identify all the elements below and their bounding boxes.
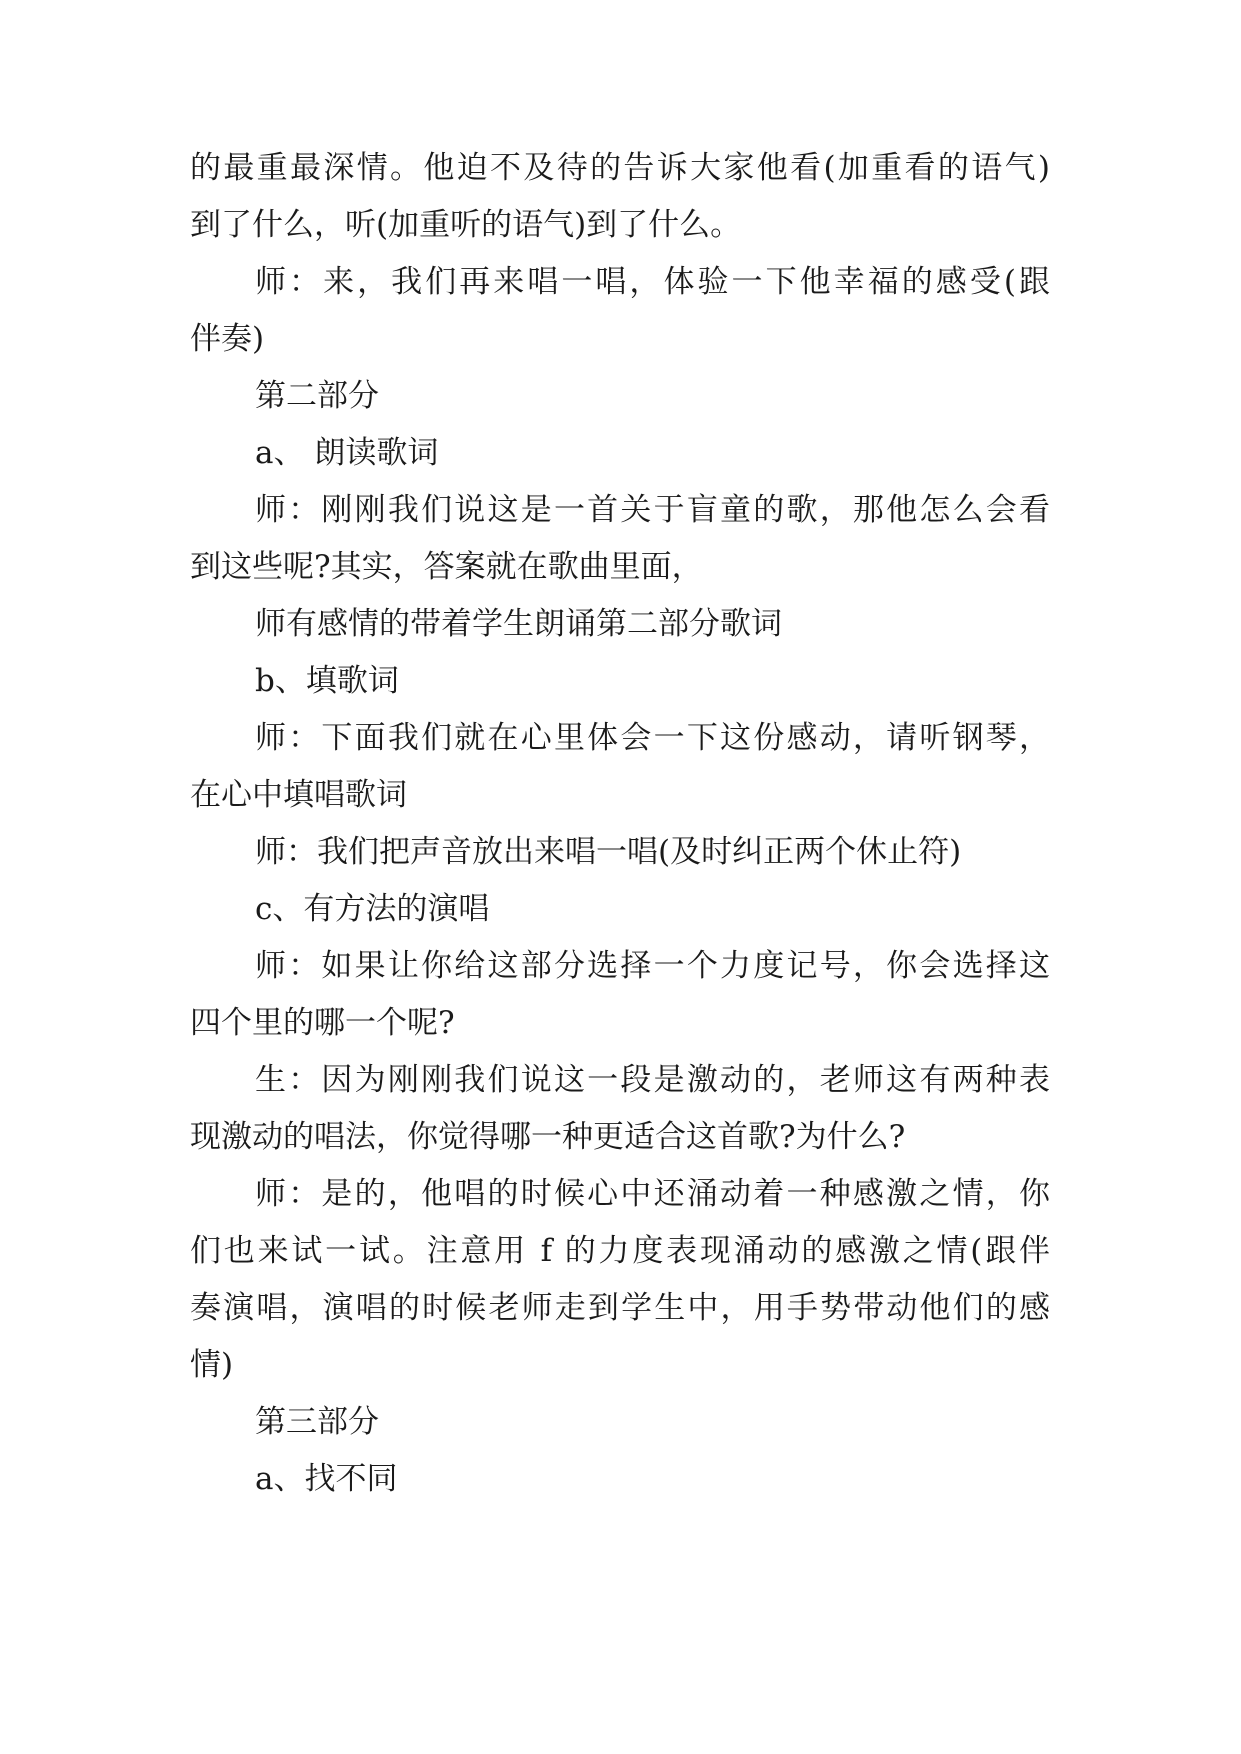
text-line: 四个里的哪一个呢? [190, 1005, 455, 1041]
sub-heading: b、填歌词 [255, 663, 399, 699]
section-heading: 第三部分 [255, 1404, 379, 1440]
text-line: 伴奏) [190, 321, 265, 357]
text-line: 在心中填唱歌词 [190, 777, 407, 813]
text-line: 师：来，我们再来唱一唱，体验一下他幸福的感受(跟 [255, 264, 1050, 300]
text-line: 师：我们把声音放出来唱一唱(及时纠正两个休止符) [255, 834, 962, 870]
text-line: 情) [190, 1347, 234, 1383]
text-line: 师有感情的带着学生朗诵第二部分歌词 [255, 606, 782, 642]
text-line: 现激动的唱法，你觉得哪一种更适合这首歌?为什么? [190, 1119, 906, 1155]
text-line: 的最重最深情。他迫不及待的告诉大家他看(加重看的语气) [190, 150, 1050, 186]
sub-heading: c、有方法的演唱 [255, 891, 490, 927]
text-line: 们也来试一试。注意用 f 的力度表现涌动的感激之情(跟伴 [190, 1233, 1050, 1269]
text-line: 师：下面我们就在心里体会一下这份感动，请听钢琴， [255, 720, 1050, 756]
text-line: 师：刚刚我们说这是一首关于盲童的歌，那他怎么会看 [255, 492, 1050, 528]
text-line: 到了什么，听(加重听的语气)到了什么。 [190, 207, 742, 243]
text-line: 生：因为刚刚我们说这一段是激动的，老师这有两种表 [255, 1062, 1050, 1098]
text-line: 到这些呢?其实，答案就在歌曲里面， [190, 549, 703, 585]
text-line: 奏演唱，演唱的时候老师走到学生中，用手势带动他们的感 [190, 1290, 1050, 1326]
text-line: 师：是的，他唱的时候心中还涌动着一种感激之情，你 [255, 1176, 1050, 1212]
section-heading: 第二部分 [255, 378, 379, 414]
sub-heading: a、找不同 [255, 1461, 398, 1497]
sub-heading: a、 朗读歌词 [255, 435, 439, 471]
text-line: 师：如果让你给这部分选择一个力度记号，你会选择这 [255, 948, 1050, 984]
